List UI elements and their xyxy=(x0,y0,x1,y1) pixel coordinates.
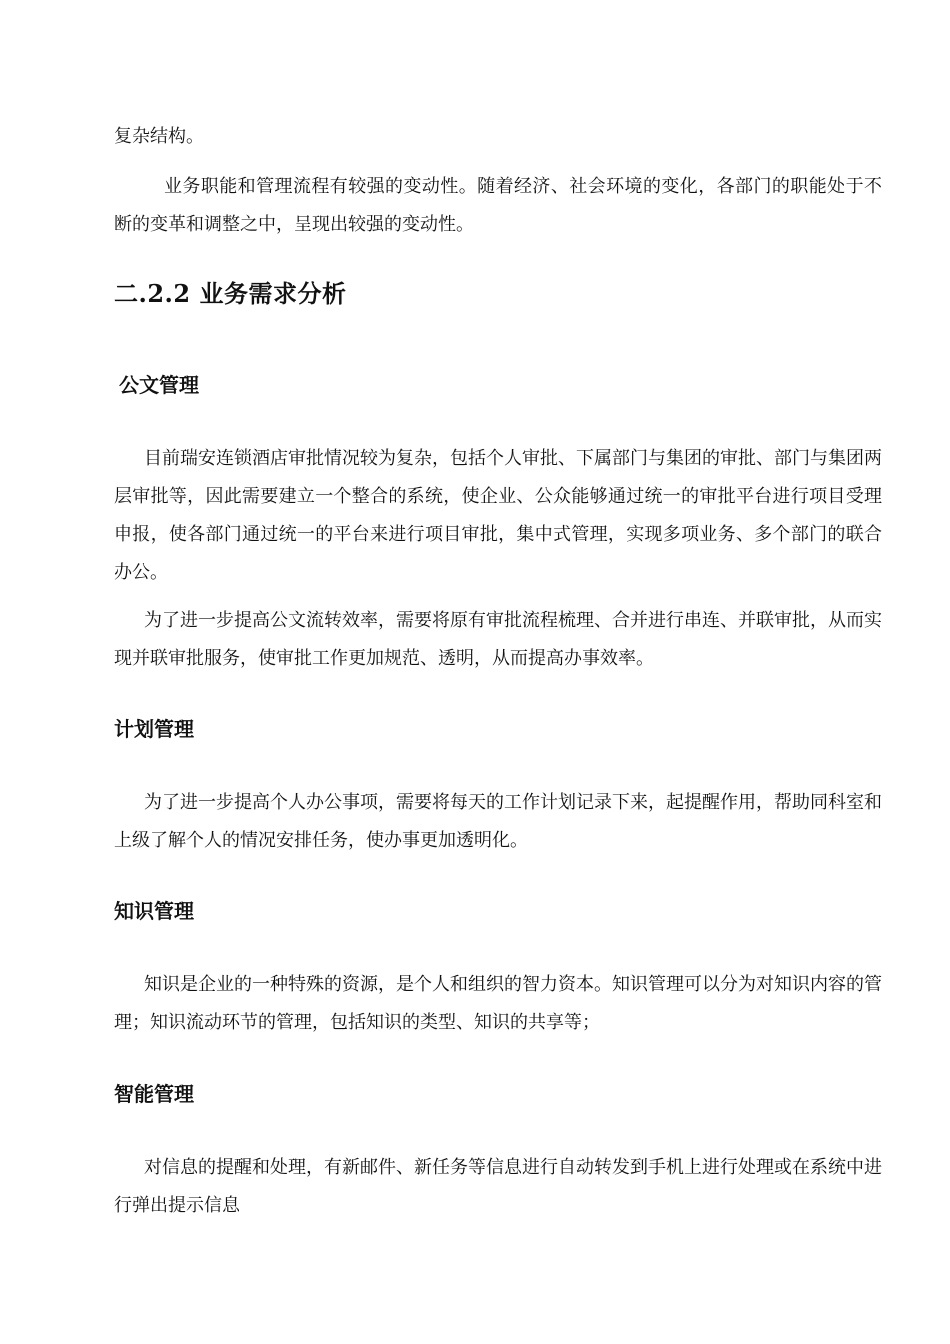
paragraph-variability: 业务职能和管理流程有较强的变动性。随着经济、社会环境的变化，各部门的职能处于不断的变革和调整之中，呈现出较强的变动性。 xyxy=(114,176,882,235)
paragraph-plan-management: 为了进一步提高个人办公事项，需要将每天的工作计划记录下来，起提醒作用，帮助同科室和上级了解个人的情况安排任务，使办事更加透明化。 xyxy=(114,792,882,851)
paragraph-document-management-1: 目前瑞安连锁酒店审批情况较为复杂，包括个人审批、下属部门与集团的审批、部门与集团两层审批等，因此需要建立一个整合的系统，使企业、公众能够通过统一的审批平台进行项目受理申报，使各部门通过统一的平台来进行项目审批，集中式管理，实现多项业务、多个部门的联合办公。 xyxy=(114,448,882,583)
paragraph-knowledge-management: 知识是企业的一种特殊的资源，是个人和组织的智力资本。知识管理可以分为对知识内容的管理；知识流动环节的管理，包括知识的类型、知识的共享等； xyxy=(114,974,882,1033)
heading-document-management: 公文管理 xyxy=(119,373,199,397)
paragraph-document-management-2: 为了进一步提高公文流转效率，需要将原有审批流程梳理、合并进行串连、并联审批，从而实现并联审批服务，使审批工作更加规范、透明，从而提高办事效率。 xyxy=(114,610,882,669)
heading-plan-management: 计划管理 xyxy=(114,717,194,741)
heading-knowledge-management: 知识管理 xyxy=(114,899,194,923)
paragraph-smart-management: 对信息的提醒和处理，有新邮件、新任务等信息进行自动转发到手机上进行处理或在系统中进行弹出提示信息 xyxy=(114,1157,882,1216)
paragraph-intro-tail: 复杂结构。 xyxy=(114,126,204,147)
heading-smart-management: 智能管理 xyxy=(114,1082,194,1106)
section-heading: 二.2.2 业务需求分析 xyxy=(114,279,347,308)
